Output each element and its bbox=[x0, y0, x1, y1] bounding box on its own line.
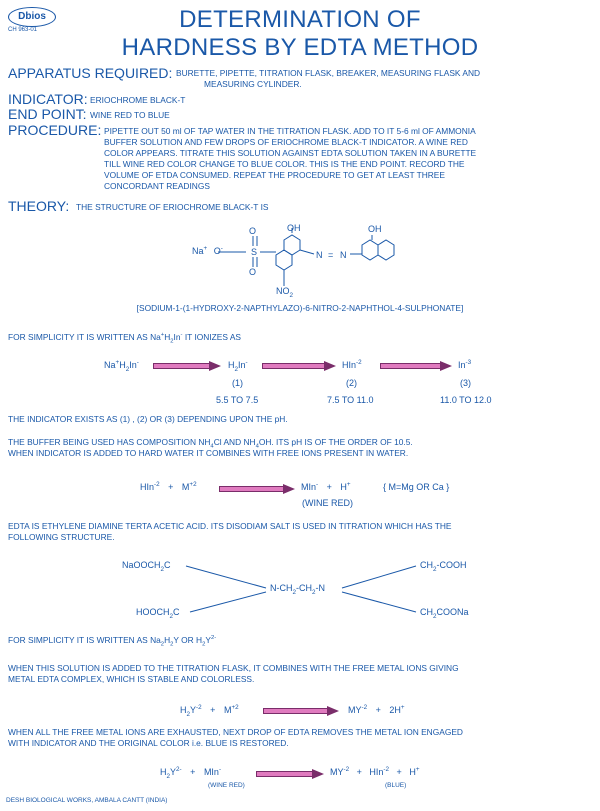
ionization-species-2: HIn$^{-2}$ bbox=[342, 359, 362, 370]
eq3-blue-label: (BLUE) bbox=[385, 782, 407, 789]
struct-s: S bbox=[251, 247, 258, 257]
eq1-products: MIn- + H+ bbox=[301, 481, 351, 492]
compound-name: [SODIUM-1-(1-HYDROXY-2-NAPTHYLAZO)-6-NITRO-2-NAPHTHOL-4-SULPHONATE] bbox=[136, 303, 464, 313]
struct-oh1: OH bbox=[287, 223, 301, 233]
simplicity-note-1: FOR SIMPLICITY IT IS WRITTEN AS $Na^+H_2In^-$ IT IONIZES AS bbox=[8, 332, 241, 345]
procedure-text: PIPETTE OUT 50 ml OF TAP WATER IN THE TITRATION FLASK. ADD TO IT 5-6 ml OF AMMONIA BUFFER SOLUTION AND FEW DROPS OF ERIOCHROME BLACK-T INDICATOR. A WINE RED COLOR APPEARS. TITRATE THIS SOLUTION AGAINST EDTA SOLUTION TAKEN IN A BURETTE TILL WINE RED COLOR CHANGE TO BLUE COLOR. THIS IS THE END POINT. RECORD THE VOLUME OF ETDA CONSUMED. REPEAT THE PROCEDURE TO GET AT LEAST THREE CONCORDANT READINGS bbox=[104, 126, 477, 191]
edta-top-left: NaOOCH$_2$C bbox=[122, 560, 171, 573]
struct-n1: N bbox=[316, 250, 323, 260]
end-point-label: END POINT: bbox=[8, 106, 87, 122]
struct-eq: = bbox=[328, 250, 334, 260]
eq3-products: $MY^{-2} + HIn^{-2} + H^+$ bbox=[330, 766, 420, 777]
eq2-arrow bbox=[263, 706, 339, 716]
eq1-note: { M=Mg OR Ca } bbox=[383, 482, 450, 492]
title-line-2: HARDNESS BY EDTA METHOD bbox=[121, 34, 479, 61]
title-line-1: DETERMINATION OF bbox=[179, 6, 421, 33]
eq1-wine-red-label: (WINE RED) bbox=[302, 498, 353, 508]
ionization-range-3: 11.0 TO 12.0 bbox=[440, 395, 492, 405]
eq3-arrow bbox=[256, 769, 324, 779]
complex-note: WHEN THIS SOLUTION IS ADDED TO THE TITRATION FLASK, IT COMBINES WITH THE FREE METAL IONS GIVING METAL EDTA COMPLEX, WHICH IS STABLE AND COLORLESS. bbox=[8, 663, 459, 684]
edta-bottom-right: $CH_2COONa$ bbox=[420, 607, 469, 620]
edta-top-right: $CH_2$-COOH bbox=[420, 560, 467, 573]
ionization-number-2: (2) bbox=[346, 378, 357, 388]
theory-label: THEORY: bbox=[8, 198, 70, 214]
theory-text: THE STRUCTURE OF ERIOCHROME BLACK-T IS bbox=[76, 202, 269, 212]
procedure-label: PROCEDURE: bbox=[8, 122, 102, 138]
catalog-code: CH 963-01 bbox=[8, 27, 38, 33]
struct-o-bottom: O bbox=[249, 267, 257, 277]
indicator-label: INDICATOR: bbox=[8, 91, 88, 107]
struct-oh2: OH bbox=[368, 224, 382, 234]
eq1-reactants: $HIn^{-2} + M^{+2}$ bbox=[140, 481, 197, 492]
final-note: WHEN ALL THE FREE METAL IONS ARE EXHAUSTED, NEXT DROP OF EDTA REMOVES THE METAL ION ENGAGED WITH INDICATOR AND THE ORIGINAL COLOR i.e. BLUE IS RESTORED. bbox=[8, 727, 463, 748]
indicator-text: ERIOCHROME BLACK-T bbox=[90, 95, 186, 105]
apparatus-text: BURETTE, PIPETTE, TITRATION FLASK, BREAKER, MEASURING FLASK AND MEASURING CYLINDER. bbox=[176, 68, 481, 89]
eq2-reactants: $H_2Y^{-2} + M^{+2}$ bbox=[180, 704, 239, 718]
ionization-species-1: $H_2In^-$ bbox=[228, 359, 248, 373]
end-point-text: WINE RED TO BLUE bbox=[90, 110, 170, 120]
ionization-range-2: 7.5 TO 11.0 bbox=[327, 395, 374, 405]
struct-n2: N bbox=[340, 250, 347, 260]
ionization-number-1: (1) bbox=[232, 378, 243, 388]
eq3-reactants: $H_2Y^{2-} + MIn^-$ bbox=[160, 766, 222, 780]
ionization-species-0: $Na^+H_2In^-$ bbox=[104, 359, 139, 373]
indicator-exists-note: THE INDICATOR EXISTS AS (1) , (2) OR (3) DEPENDING UPON THE pH. bbox=[8, 414, 288, 424]
edta-bottom-left: $HOOCH_2C$ bbox=[136, 607, 180, 620]
apparatus-label: APPARATUS REQUIRED: bbox=[8, 65, 173, 81]
ionization-range-1: 5.5 TO 7.5 bbox=[216, 395, 259, 405]
buffer-note: THE BUFFER BEING USED HAS COMPOSITION $NH_4Cl$ AND $NH_4OH$. ITS pH IS OF THE ORDER OF 10.5. WHEN INDICATOR IS ADDED TO HARD WATER IT COMBINES WITH FREE IONS PRESENT IN WATER. bbox=[8, 437, 413, 458]
edta-center: $N-CH_2-CH_2-N$ bbox=[270, 583, 326, 596]
ionization-number-3: (3) bbox=[460, 378, 471, 388]
footer: DESH BIOLOGICAL WORKS, AMBALA CANTT (INDIA) bbox=[6, 797, 168, 804]
struct-na-o: Na+ O- bbox=[192, 245, 223, 256]
eq2-products: $MY^{-2} + 2H^+$ bbox=[348, 704, 405, 715]
struct-o-top: O bbox=[249, 226, 257, 236]
ionization-species-3: $In^{-3}$ bbox=[458, 359, 472, 370]
struct-no2: $NO_2$ bbox=[276, 286, 294, 299]
edta-note: EDTA IS ETHYLENE DIAMINE TERTA ACETIC ACID. ITS DISODIAM SALT IS USED IN TITRATION WHICH HAS THE FOLLOWING STRUCTURE. bbox=[8, 521, 452, 542]
logo: Dbios bbox=[8, 7, 56, 27]
simplicity-note-2: FOR SIMPLICITY IT IS WRITTEN AS $Na_2H_2Y$ OR $H_2Y^{2-}$ bbox=[8, 635, 217, 648]
eq3-wine-red-label: (WINE RED) bbox=[208, 782, 245, 789]
